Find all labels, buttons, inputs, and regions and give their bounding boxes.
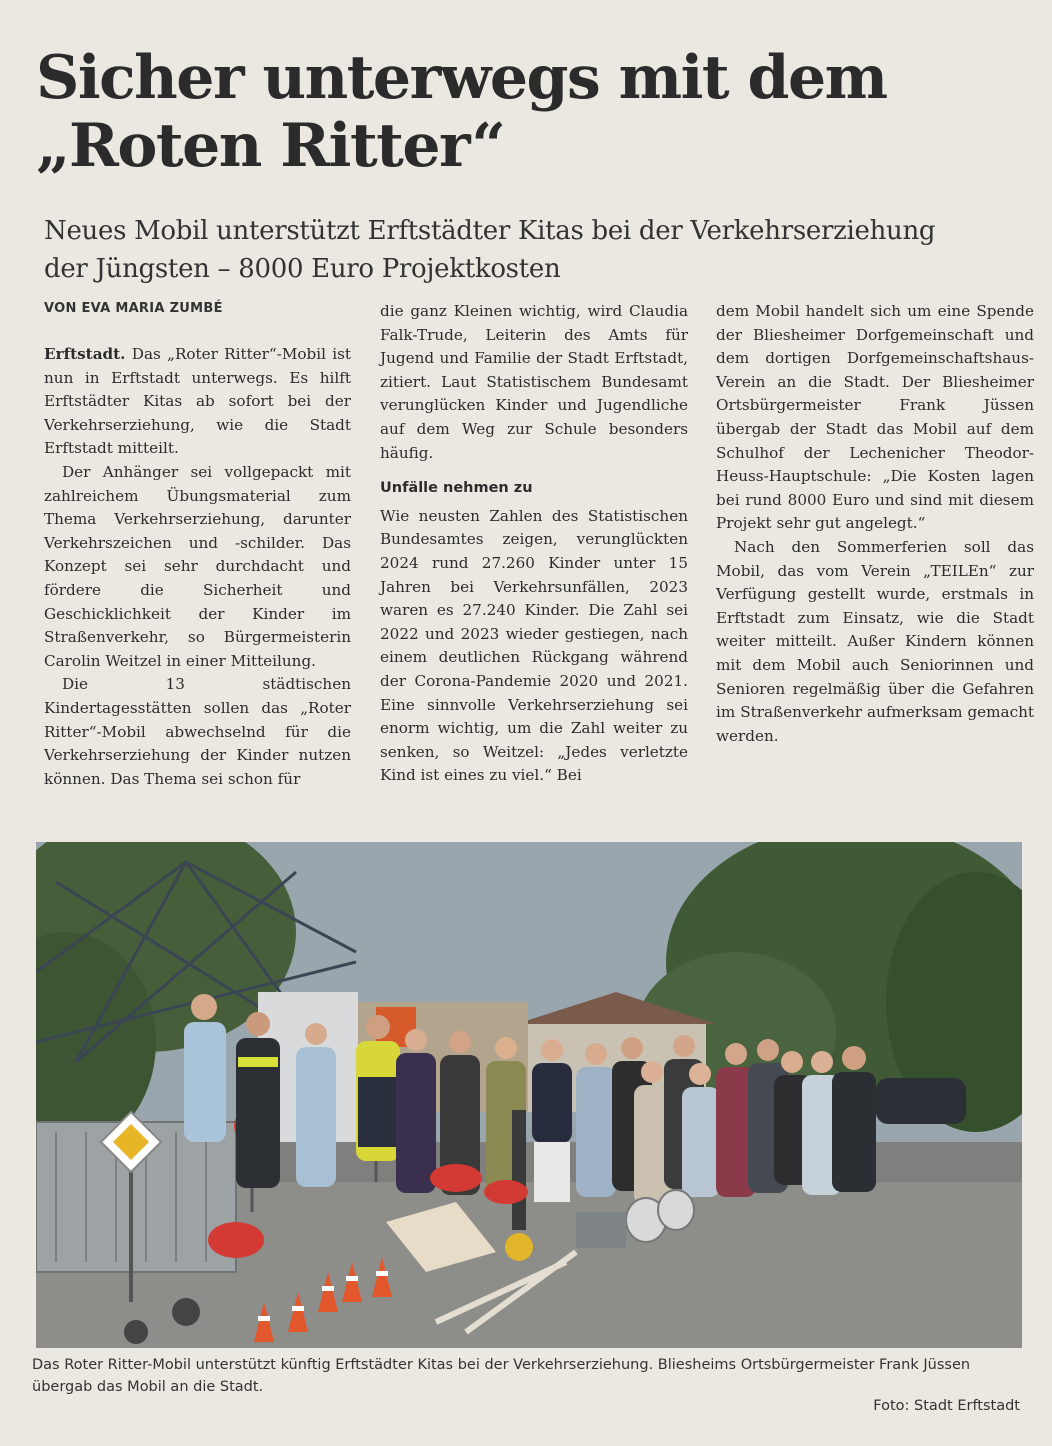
paragraph: Die 13 städtischen Kindertagesstätten sollen das „Roter Ritter“-Mobil abwechselnd für die Verkehrserziehung der Kinder nutzen können. Das Thema sei schon für [44, 675, 351, 788]
subheadline [44, 212, 1034, 288]
byline: VON EVA MARIA ZUMBÉ [44, 301, 223, 316]
article-column-2 [380, 300, 688, 788]
dateline: Erftstadt. [44, 345, 126, 363]
paragraph: Der Anhänger sei vollgepackt mit zahlreichem Übungsmaterial zum Thema Verkehrserziehung, darunter Verkehrszeichen und -schilder. Das Konzept sei sehr durchdacht und fördere die Sicherheit und Geschicklichkeit der Kinder im Straßenverkehr, so Bürgermeisterin Carolin Weitzel in einer Mitteilung. [44, 462, 351, 670]
subheadline-line-2: der Jüngsten – 8000 Euro Projektkosten [44, 254, 561, 284]
photo-credit: Foto: Stadt Erftstadt [873, 1398, 1020, 1414]
article-photo [36, 842, 1022, 1348]
section-subhead: Unfälle nehmen zu [380, 480, 533, 497]
headline [36, 44, 1016, 180]
paragraph: Wie neusten Zahlen des Statistischen Bundesamtes zeigen, verunglückten 2024 rund 27.260 Kinder unter 15 Jahren bei Verkehrsunfällen, 2023 waren es 27.240 Kinder. Die Zahl sei 2022 und 2023 wieder gestiegen, nach einem deutlichen Rückgang während der Corona-Pandemie 2020 und 2021. Eine sinnvolle Verkehrserziehung sei enorm wichtig, um die Zahl weiter zu senken, so Weitzel: „Jedes verletzte Kind ist eines zu viel.“ Bei [380, 506, 688, 785]
subheadline-line-1: Neues Mobil unterstützt Erftstädter Kitas bei der Verkehrserziehung [44, 216, 936, 246]
paragraph-text: Das „Roter Ritter“-Mobil ist nun in Erftstadt unterwegs. Es hilft Erftstädter Kitas ab sofort bei der Verkehrserziehung, wie die Stadt Erftstadt mitteilt. [44, 345, 351, 458]
paragraph: Nach den Sommerferien soll das Mobil, das vom Verein „TEILEn“ zur Verfügung gestellt wurde, erstmals in Erftstadt zum Einsatz, wie die Stadt weiter mitteilt. Außer Kindern können mit dem Mobil auch Seniorinnen und Senioren regelmäßig über die Gefahren im Straßenverkehr aufmerksam gemacht werden. [716, 537, 1034, 745]
article-column-1 [44, 343, 351, 791]
paragraph: die ganz Kleinen wichtig, wird Claudia Falk-Trude, Leiterin des Amts für Jugend und Familie der Stadt Erftstadt, zitiert. Laut Statistischem Bundesamt verunglücken Kinder und Jugendliche auf dem Weg zur Schule besonders häufig. [380, 302, 688, 462]
headline-line-2: „Roten Ritter“ [36, 111, 505, 181]
photo-caption: Das Roter Ritter-Mobil unterstützt künftig Erftstädter Kitas bei der Verkehrserziehung. Bliesheims Ortsbürgermeister Frank Jüssen übergab das Mobil an die Stadt. [32, 1357, 971, 1395]
group-photo-illustration [36, 842, 1022, 1348]
parked-car [876, 1078, 966, 1124]
paragraph: dem Mobil handelt sich um eine Spende der Bliesheimer Dorfgemeinschaft und dem dortigen Dorfgemeinschaftshaus-Verein an die Stadt. Der Bliesheimer Ortsbürgermeister Frank Jüssen übergab der Stadt das Mobil auf dem Schulhof der Lechenicher Theodor-Heuss-Hauptschule: „Die Kosten lagen bei rund 8000 Euro und sind mit diesem Projekt sehr gut angelegt.“ [716, 302, 1034, 533]
article-column-3 [716, 300, 1034, 748]
headline-line-1: Sicher unterwegs mit dem [36, 43, 887, 113]
paragraph [44, 343, 351, 461]
